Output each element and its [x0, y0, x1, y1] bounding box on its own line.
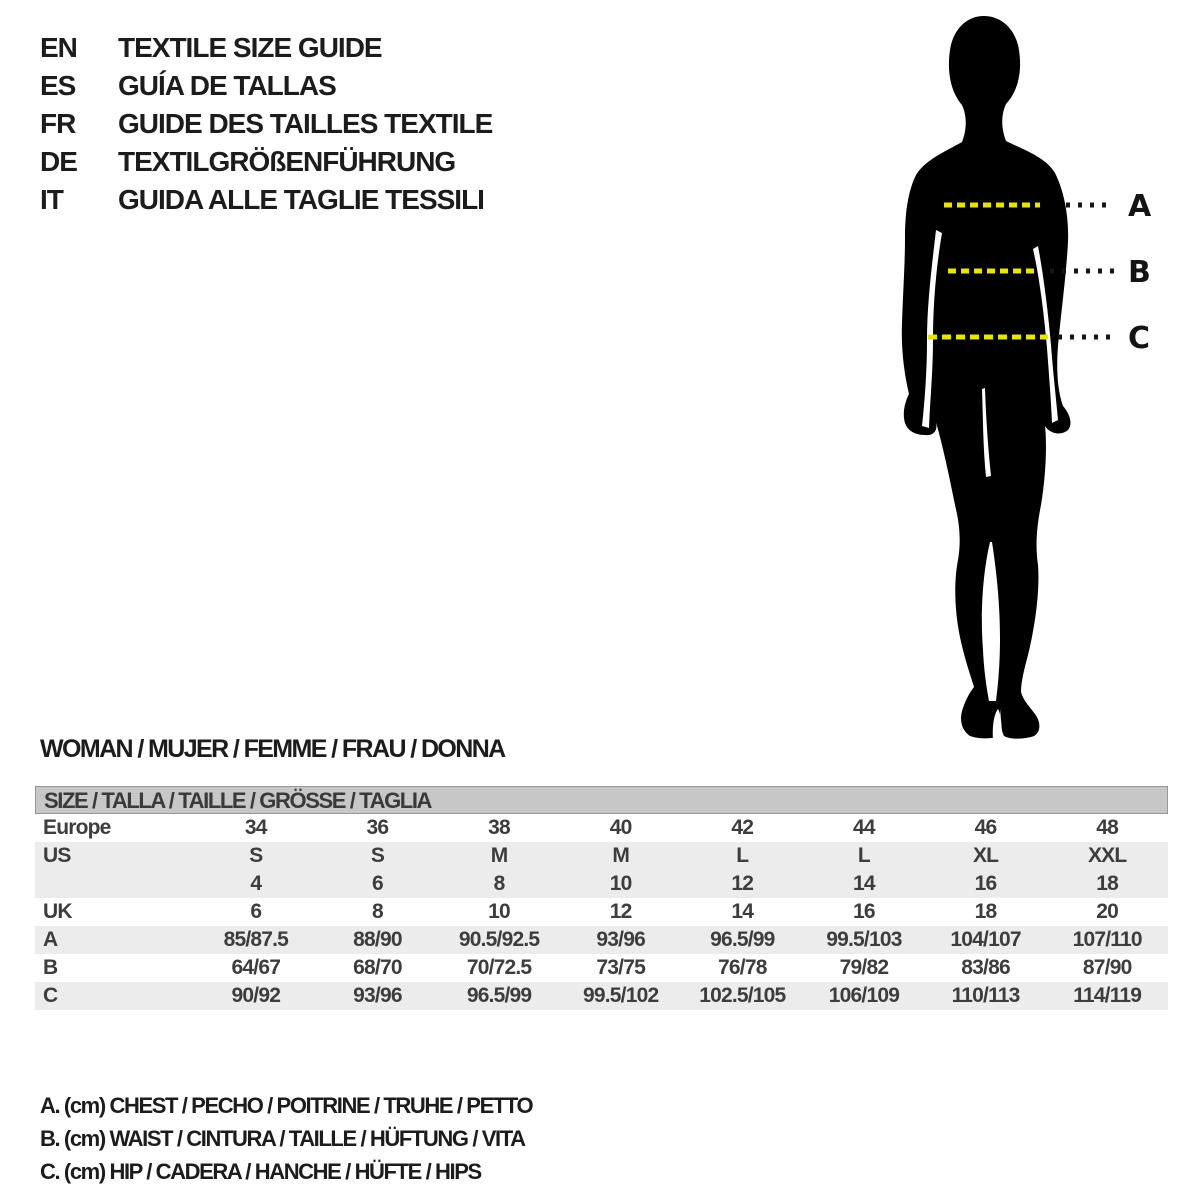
size-cell: 88/90	[353, 928, 402, 951]
size-cell: 36	[366, 816, 389, 839]
size-cell: 83/86	[961, 956, 1010, 979]
size-cell: 12	[609, 900, 632, 923]
size-cell: 10	[609, 872, 632, 895]
size-cell: 46	[974, 816, 997, 839]
language-title: TEXTILE SIZE GUIDE	[118, 32, 382, 63]
hip-label: C	[1128, 321, 1151, 356]
size-cell: XL	[972, 844, 999, 867]
language-row	[40, 67, 492, 105]
table-row-chest	[35, 926, 1168, 954]
language-title: GUÍA DE TALLAS	[118, 70, 336, 101]
size-cell: 18	[974, 900, 997, 923]
size-cell: 6	[371, 872, 383, 895]
size-cell: 40	[609, 816, 632, 839]
row-label: B	[43, 956, 58, 979]
row-label: Europe	[43, 816, 111, 839]
row-label: US	[43, 844, 71, 867]
size-cell: 42	[731, 816, 754, 839]
size-cell: M	[612, 844, 630, 867]
size-cell: 34	[244, 816, 267, 839]
language-row	[40, 29, 492, 67]
size-cell: 6	[250, 900, 262, 923]
size-cell: 16	[853, 900, 875, 923]
row-label	[35, 870, 195, 898]
size-cell: M	[490, 844, 508, 867]
woman-figure	[880, 0, 1200, 760]
size-cell: 96.5/99	[466, 984, 532, 1007]
language-row	[40, 105, 492, 143]
size-table	[35, 786, 1168, 1010]
chest-label: A	[1128, 189, 1152, 224]
size-cell: 93/96	[596, 928, 645, 951]
language-code: FR	[40, 108, 76, 139]
woman-figure-svg	[880, 0, 1200, 760]
language-row	[40, 143, 492, 181]
gender-title: WOMAN / MUJER / FEMME / FRAU / DONNA	[40, 735, 505, 763]
table-row-us-letters	[35, 842, 1168, 870]
table-row-hip	[35, 982, 1168, 1010]
size-cell: 85/87.5	[223, 928, 289, 951]
legend-hip: C. (cm) HIP / CADERA / HANCHE / HÜFTE / HIPS	[40, 1159, 481, 1184]
size-cell: 70/72.5	[466, 956, 532, 979]
size-cell: 87/90	[1082, 956, 1132, 979]
size-cell: 93/96	[353, 984, 402, 1007]
language-title: GUIDA ALLE TAGLIE TESSILI	[118, 184, 484, 215]
size-cell: 114/119	[1073, 984, 1142, 1007]
size-cell: 20	[1096, 900, 1119, 923]
size-cell: 107/110	[1072, 928, 1142, 951]
table-row-waist	[35, 954, 1168, 982]
size-cell: 38	[488, 816, 510, 839]
size-cell: 73/75	[596, 956, 645, 979]
size-cell: 16	[974, 872, 997, 895]
language-code: IT	[40, 184, 63, 215]
size-cell: 8	[371, 900, 383, 923]
table-row-us-numbers	[35, 870, 1168, 898]
size-cell: 14	[853, 872, 875, 895]
size-cell: S	[370, 844, 385, 867]
size-cell: 90/92	[231, 984, 281, 1007]
row-label: A	[43, 928, 58, 951]
size-cell: 99.5/103	[826, 928, 902, 951]
size-cell: 8	[493, 872, 505, 895]
size-cell: 99.5/102	[583, 984, 659, 1007]
size-cell: L	[736, 844, 749, 867]
row-label: UK	[43, 900, 72, 923]
size-cell: 96.5/99	[710, 928, 775, 951]
row-label: C	[43, 984, 58, 1007]
size-cell: 12	[731, 872, 754, 895]
size-cell: 64/67	[231, 956, 281, 979]
table-row-europe	[35, 814, 1168, 842]
language-code: ES	[40, 70, 76, 101]
size-cell: 76/78	[718, 956, 767, 979]
size-cell: 14	[731, 900, 754, 923]
language-code: EN	[40, 32, 77, 63]
size-cell: 104/107	[950, 928, 1021, 951]
language-title: GUIDE DES TAILLES TEXTILE	[118, 108, 493, 139]
waist-label: B	[1128, 255, 1151, 290]
size-cell: 110/113	[951, 984, 1020, 1007]
language-title-list	[40, 29, 492, 219]
size-cell: 68/70	[353, 956, 402, 979]
size-cell: L	[857, 844, 870, 867]
size-cell: 10	[488, 900, 510, 923]
language-title: TEXTILGRÖßENFÜHRUNG	[118, 146, 456, 177]
size-cell: 106/109	[828, 984, 900, 1007]
table-row-uk	[35, 898, 1168, 926]
measurement-legend	[40, 1089, 532, 1188]
language-code: DE	[40, 146, 77, 177]
size-cell: 4	[250, 872, 262, 895]
size-cell: 18	[1096, 872, 1119, 895]
size-cell: S	[249, 844, 263, 867]
size-cell: 44	[853, 816, 875, 839]
size-cell: 48	[1096, 816, 1119, 839]
size-cell: 90.5/92.5	[458, 928, 540, 951]
legend-chest: A. (cm) CHEST / PECHO / POITRINE / TRUHE / PETTO	[40, 1093, 533, 1118]
size-cell: 102.5/105	[699, 984, 786, 1007]
size-cell: XXL	[1087, 844, 1127, 867]
size-cell: 79/82	[839, 956, 889, 979]
legend-waist: B. (cm) WAIST / CINTURA / TAILLE / HÜFTUNG / VITA	[40, 1126, 525, 1151]
language-row	[40, 181, 492, 219]
size-table-header: SIZE / TALLA / TAILLE / GRÖSSE / TAGLIA	[35, 786, 1168, 814]
